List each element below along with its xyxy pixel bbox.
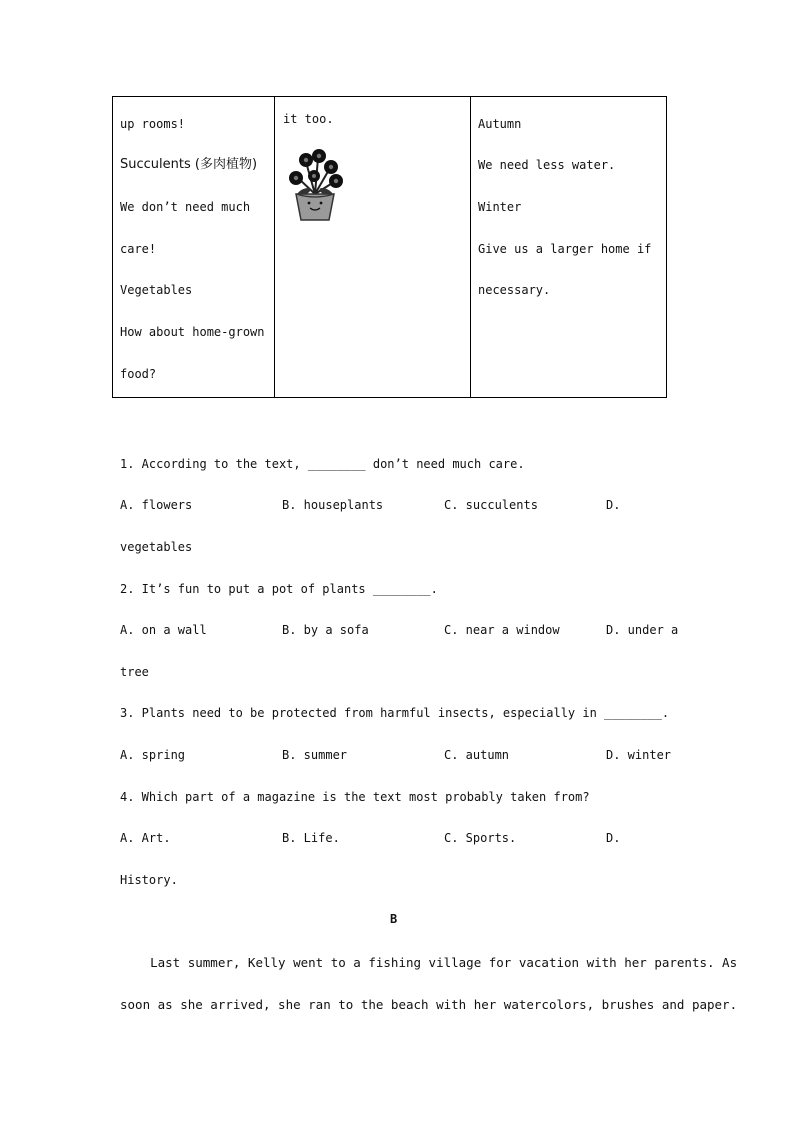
table-text: Vegetables <box>120 283 193 297</box>
table-text: We need less water. <box>478 158 616 172</box>
option-b: B. Life. <box>282 831 340 845</box>
table-text: food? <box>120 367 157 381</box>
plant-info-table <box>112 96 667 398</box>
section-heading: B <box>390 912 398 926</box>
table-column-1 <box>113 97 275 397</box>
table-text: Autumn <box>478 117 522 131</box>
option-d: D. winter <box>606 748 672 762</box>
option-b: B. by a sofa <box>282 623 369 637</box>
potted-flower-icon <box>284 148 346 222</box>
table-column-3 <box>471 97 666 397</box>
option-c: C. succulents <box>444 498 538 512</box>
option-b: B. houseplants <box>282 498 384 512</box>
table-text: How about home-grown <box>120 325 265 339</box>
option-c: C. Sports. <box>444 831 517 845</box>
option-d: D. under a <box>606 623 679 637</box>
question-4: 4. Which part of a magazine is the text most probably taken from? <box>120 790 590 804</box>
table-text: Succulents (多肉植物) <box>120 157 258 172</box>
table-column-2 <box>275 97 471 397</box>
option-a: A. Art. <box>120 831 171 845</box>
table-text: We don’t need much <box>120 200 251 214</box>
table-text: it too. <box>283 112 334 126</box>
option-d-wrap: History. <box>120 873 178 887</box>
option-d: D. <box>606 498 621 512</box>
table-text: necessary. <box>478 283 551 297</box>
option-b: B. summer <box>282 748 348 762</box>
option-c: C. autumn <box>444 748 510 762</box>
option-c: C. near a window <box>444 623 560 637</box>
option-a: A. on a wall <box>120 623 207 637</box>
table-text: Winter <box>478 200 522 214</box>
option-d-wrap: vegetables <box>120 540 193 554</box>
question-3: 3. Plants need to be protected from harmful insects, especially in ________. <box>120 706 670 720</box>
passage-line: Last summer, Kelly went to a fishing village for vacation with her parents. As <box>120 955 738 970</box>
passage-line: soon as she arrived, she ran to the beach with her watercolors, brushes and paper. <box>120 997 738 1012</box>
option-d: D. <box>606 831 621 845</box>
option-d-wrap: tree <box>120 665 149 679</box>
question-1: 1. According to the text, ________ don’t need much care. <box>120 457 525 471</box>
question-2: 2. It’s fun to put a pot of plants ________. <box>120 582 438 596</box>
table-text: up rooms! <box>120 117 186 131</box>
option-a: A. spring <box>120 748 186 762</box>
table-text: Give us a larger home if <box>478 242 652 256</box>
table-text: care! <box>120 242 157 256</box>
option-a: A. flowers <box>120 498 193 512</box>
